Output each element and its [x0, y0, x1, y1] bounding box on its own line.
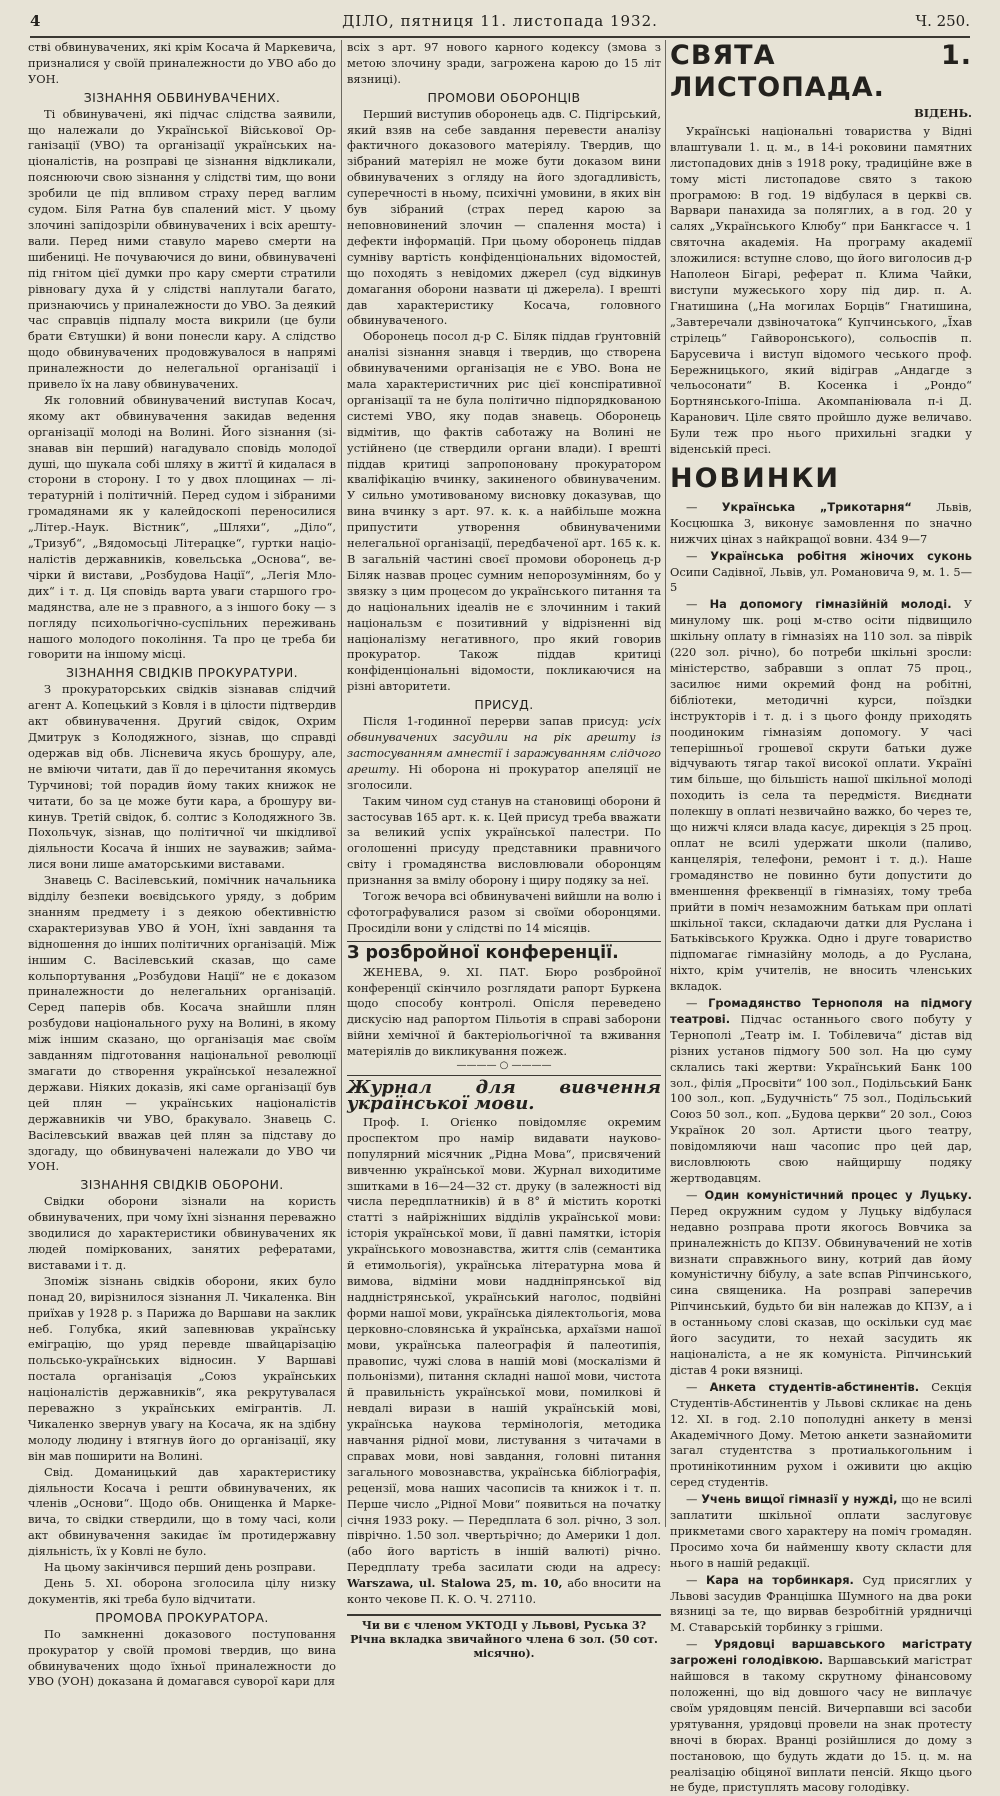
- paragraph: День 5. XI. оборона зголосила цілу низку документів, які треба було відчитати.: [28, 1576, 336, 1606]
- section-heading: ЗІЗНАННЯ СВІДКІВ ОБОРОНИ.: [80, 1177, 284, 1193]
- paragraph: Свід. Доманицький дав характеристику діяльности Косача і решти обвинувачених, як членів „Основи“. Щодо обв. Онищенка й Маркевича, то свідки ствердили, що в тому часі, коли акт обвинувачення закидає їм протидержавну діяльність, їх у Ковлі не було.: [28, 1464, 336, 1559]
- paragraph: Українські національні товариства у Відні влаштували 1. ц. м., в 14-і роковини памятних листопадових днів з 1918 року, традиційне вже в тому місті листопадове свято з такою програмою: В год. 19 відбулася в церкві св. Варвари панахида за поляглих, а в год. 20 у салях „Українського Клюбу“ при Банкгассе ч. 1 святочна академія. На програму академії зложилися: вступне слово, що його виголосив д-р Наполеон Бігарі, реферат п. Клима Чайки, виступи мужеського хору під дир. п. А. Гнатишина („На могилах Борців“ Гнатишина, „Завтеречали дзвіночатока“ Купчинського, „Їхав стрілець“ Гайворонського), сольоспів п. Барусевича і виступ відомого чеського проф. Бережницького, який відіграв „Андагде з чельосонати“ В. Косенка і „Рондо“ Бортнянського-Іпіша. Акомпаніювала п-і Д. Каранович. Ціле свято пройшло дуже величаво. Були теж про нього прихильні згадки у віденській пресі.: [670, 123, 972, 457]
- news-item-title: Анкета студентів-абстинентів.: [709, 1379, 920, 1394]
- news-item-title: Українська робітня жіночих суконь: [710, 548, 972, 563]
- journal-text-end: або вносити на конто чекове П. К. О. Ч. 27110.: [347, 1576, 661, 1607]
- paragraph: По замкненні доказового поступовання прокуратор у своїй промові твердив, що вина обвинувачених щодо їхньої приналежности до УВО (УОН) доказана й домагався суворої кари для: [28, 1626, 336, 1689]
- paragraph: стві обвинувачених, які крім Косача й Маркевича, призналися у своїй приналежности до УВО або до УОН.: [28, 40, 336, 86]
- column-2: [347, 40, 661, 1660]
- membership-notice: Чи ви є членом УКТОДІ у Львові, Руська 3? Річна вкладка звичайного члена 6 зол. (50 сот. місячно).: [347, 1614, 661, 1661]
- paragraph: [347, 714, 661, 794]
- page-header: [30, 12, 970, 38]
- news-item-title: Громадянство Тернополя на підмогу театрові.: [670, 996, 973, 1026]
- divider: ———— ○ ————: [456, 1060, 552, 1072]
- news-item-title: На допомогу гімназійній молоді.: [709, 597, 952, 612]
- paragraph: Як головний обвинувачений виступав Косач, якому акт обвинувачення закидав ведення організації молоді на Волині. Його зізнання (зізнавав він перший) нагадувало сповідь молодої душі, що шукала собі шляху в життї й кидалася в сторони в сторону. І то у двох площинах — літературній і політичній. Перед судом і зібраними громадянами як у калейдоскопі переносилися „Літер.-Наук. Вістник“, „Шляхи“, „Діло“, „Тризуб“, „Вядомосьці Літерацке“, гуртки націоналістів державників, ковельська „Основа“, вечірки й вистави, „Розбудова Нації“, „Легія Млодих“ і т. д. Ця сповідь варта уваги старшого громадянства, але не з правного, а з іншого боку — з погляду психольогічно-суспільних переживань нашого молодого покоління. Та про це треба би говорити на іншому місці.: [28, 392, 336, 662]
- paragraph: [347, 1115, 661, 1608]
- column-1: [28, 40, 336, 1689]
- news-item: — Один комуністичний процес у Луцьку. Перед окружним судом у Луцьку відбулася недавно розправа проти якогось Вовчика за приналежність до КПЗУ. Обвинувачений не хотів визнати справжнього вину, котрий дав йому комуністичну бібулу, а заte вспав Ріпчинського, сина священика. На розправі заперечив Ріпчинський, будьто би він належав до КПЗУ, а і в останньому слові сказав, що оскільки суд має його засудити, то нехай засудить як націоналіста, а не як комуніста. Ріпчинський дістав 4 роки вязниці.: [670, 1187, 972, 1377]
- news-item: — Кара на торбинкаря. Суд присяглих у Львові засудив Францішка Шумного на два роки вязниці за те, що вирвав безробітній урядничці М. Ставарській торбинку з грішми.: [670, 1572, 972, 1635]
- news-item: — Українська робітня жіночих суконь Осипи Садівної, Львів, ул. Романовича 9, м. 1. 5—5: [670, 548, 972, 595]
- dateline: ВІДЕНЬ.: [914, 106, 972, 120]
- column-rule: [341, 40, 342, 1527]
- paragraph: Зпоміж зізнань свідків оборони, яких було понад 20, вирізнилося зізнання Л. Чикаленка. Він приїхав у 1928 р. з Парижа до Варшави на заклик неб. Голубка, який запевнював українську еміграцію, що уряд перевде швайцарізацію польсько-українських відносин. У Варшаві постала організація „Союз українських націоналістів державників“, яка рекрутувалася переважно з українських емігрантів. Л. Чикаленко звернув увагу на Косача, як на здібну молоду людину і втягнув його до організації, яку він мав поширити на Волині.: [28, 1273, 336, 1463]
- verdict-text: усіх обвинувачених засудили на рік арешту із застосуванням амнестії і заражуванням слідчого арешту.: [347, 714, 661, 776]
- news-item: — Урядовці варшавського магістрату загрожені голодівкою. Варшавський магістрат найшовся в такому скрутному фінансовому положенні, що від довшого часу не виплачує своїм урядовцям пенсій. Вичерпавши всі засоби урятування, урядовці провели на знак протесту вночі в бюрах. Вранці розійшлися до дому з постановою, що будуть ждати до 15. ц. м. на реалізацію обіцяної виплати пенсій. Якщо цього не буде, приступлять масову голодівку.: [670, 1637, 972, 1795]
- news-item-text: Осипи Садівної, Львів, ул. Романовича 9, м. 1. 5—5: [670, 564, 972, 595]
- news-item-text: Підчас останнього свого побуту у Тернополі „Театр ім. І. Тобілевича“ дістав від різних установ підмогу 500 зол. На цю суму склались такі жертви: Український Банк 100 зол., філія „Просвіти“ 100 зол., Подільський Банк 100 зол., коп. „Будучність“ 75 зол., Подільський Союз 50 зол., коп. „Будова церкви“ 20 зол., Союз Українок 20 зол. Артисти цього театру, повідомляючи наш часопис про цей дар, висловлюють свою найщиршу подяку жертводавцям.: [670, 1011, 972, 1185]
- paragraph: Ті обвинувачені, які підчас слідства заявили, що належали до Української Військової Організації (УВО) та організації українських націоналістів, на розправі це зізнання відкликали, пояснюючи свою зізнання у слідстві тим, що вони зробили це під впливом страху перед ваглим судом. Біля Ратна був спалений міст. У цьому злочині запідозріли обвинувачених і всіх арештували. Перед ними ставуло марево смерти на шибениці. Не почуваючися до вини, обвинувачені під гнітом цієї думки про кару смерти стратили рівновагу духа й у слідстві наплутали багато, признаючись у приналежности до УВО. За деякий час справців підпалу моста викрили (це були брати Євтушки) й вони понесли кару. А слідство щодо обвинувачених продовжувалося в напрямі приналежности до нелегальної організації і привело їх на лаву обвинувачених.: [28, 106, 336, 392]
- news-item-text: Варшавський магістрат найшовся в такому скрутному фінансовому положенні, що від довшого часу не виплачує своїм урядовцям пенсій. Вичерпавши всі засоби урятування, урядовці провели на знак протесту вночі в бюрах. Вранці розійшлися до дому з постановою, що будуть ждати до 15. ц. м. на реалізацію обіцяної виплати пенсій. Якщо цього не буде, приступлять масову голодівку.: [670, 1653, 972, 1795]
- verdict-tail: Ні оборона ні прокуратор апеляції не зголосили.: [347, 761, 661, 792]
- news-item-text: що не всилі заплатити шкільної оплати заслуговує прикметами свого характеру на поміч громадян. Просимо хоча би найменшу квоту скласти для нього в нашій редакції.: [670, 1492, 972, 1570]
- paragraph: ЖЕНЕВА, 9. XI. ПАТ. Бюро розбройної конференції скінчило розглядати рапорт Буркена щодо способу контролі. Опісля переведено дискусію над рапортом Пільотія в справі заборони війни хемічної й бактеріольогічної та вживання матеріялів до викликування пожеж.: [347, 964, 661, 1059]
- news-item: — Українська „Трикотарня“ Львів, Косцюшка 3, виконує замовлення по значно нижчих цінах з найкращої вовни. 434 9—7: [670, 499, 973, 546]
- page-number: 4: [30, 12, 41, 30]
- article-headline: З розбройної конференції.: [347, 941, 661, 962]
- news-item: — На допомогу гімназійній молоді. У минулому шк. році м-ство осіти підвищило шкільну оплату в гімназіях на 110 зол. за півріk (220 зол. річно), бо потреби шкільні зросли: міністерство, забравши з оплат 75 проц., засилює ними окремий фонд на робітні, бібліотеки, методичні курси, поїздки інструкторів і т. д. і з цього фонду приходять поодиноким гімназіям допомогу. У часі теперішньої грошевої скрути батьки дуже відчувають тягар такої високої оплати. Україні тим більше, що більшість нашої шкільної молоді походить із села та передмістя. Виєднати полекшу в оплаті незвичайно важко, бо через те, що нижчі кляси влада касує, дирекція з 25 проц. оплат не всилі удержати школи (паливо, канцелярія, телефони, ремонт і т. д.). Наше громадянство не повинно бути допустити до вменшення фреквенції в гімназіях, тому треба прийти в поміч незаможним батькам при оплаті шкільної такси, складаючи датки для Руслана і Батьківського Кружка. Одно і друге товариство підпомагає гімназійну молодь, а до Руслана, ніхто, крім учителів, не вносить членських вкладок.: [670, 597, 972, 994]
- news-item: — Анкета студентів-абстинентів. Секція Студентів-Абстинентів у Львові скликає на день 12. XI. в год. 2.10 пополудні анкету в мензі Академічного Дому. Метою анкети зазнайомити загал студентства з протиалькогольним і протинікотинним рухом і оживити цю акцію серед студентів.: [670, 1379, 972, 1490]
- paragraph: З прокураторських свідків зізнавав слідчий агент А. Копецький з Ковля і в цілости підтвердив акт обвинувачення. Другий свідок, Охрим Дмитрук з Колодяжного, зізнав, що справді одержав від обв. Лісневича якусь брошуру, але, не вміючи читати, дав її до перечитання якомусь Турчинові; той порадив йому таких книжок не читати, бо за це може бути кара, а брошуру викинув. Третій свідок, б. солтис з Колодяжного Зв. Похольчук, зізнав, що політичної чи шкідливої діяльности Косача й інших не зауважив; займалися вони лише аматорськими виставами.: [28, 682, 336, 872]
- paragraph: Оборонець посол д-р С. Біляк піддав ґрунтовній аналізі зізнання знавця і твердив, що створена обвинуваченими організація не є УВО. Вона не мала характеристичних рис цієї конспіративної організації та не була політично підпорядкованою системі УВО, яку подав знавець. Оборонець відмітив, що фактів саботажу на Волині не устійнено (це ствердили органи влади). І врешті піддав критиці запропоновану прокуратором кваліфікацію вчинку, закиненого обвинуваченим. У сильно умотивованому висновку доказував, що вина вчинку з арт. 97. к. к. а найбільше можна припустити утворення обвинуваченими нелегальної організації, передбаченої арт. 165 к. к. В загальній частині своєї промови оборонець д-р Біляк назвав процес сумним непорозумінням, бо у звязку з цим процесом до українського питання та до національних ідеалів не є злочинним і такий національзм є позитивний у відрізненні від націоналізму негативного, про який говорив прокуратор. Також піддав критиці конфіденціональні відомости, покликаючися на різні авторитети.: [347, 329, 661, 694]
- section-heading: ЗІЗНАННЯ СВІДКІВ ПРОКУРАТУРИ.: [65, 665, 299, 681]
- news-item-text: Секція Студентів-Абстинентів у Львові скликає на день 12. XI. в год. 2.10 пополудні анкету в мензі Академічного Дому. Метою анкети зазнайомити загал студентства з протиалькогольним і протинікотинним рухом і оживити цю акцію серед студентів.: [670, 1379, 972, 1490]
- section-heading: ПРИСУД.: [474, 697, 534, 713]
- news-item-title: Один комуністичний процес у Луцьку.: [704, 1187, 972, 1202]
- issue-number: Ч. 250.: [915, 12, 970, 30]
- news-item-text: Суд присяглих у Львові засудив Францішка Шумного на два роки вязниці за те, що вирвав безробітній урядничці М. Ставарській торбинку з грішми.: [670, 1572, 972, 1635]
- journal-text: Проф. І. Огієнко повідомляє окремим проспектом про намір видавати науково-популярний місячник „Рідна Мова“, присвячений вивченню української мови. Журнал виходитиме зшитками в 16—24—32 ст. друку (в залежності від числа передплатників) й в 8° й містить короткі статті з найріжніших відділів української мови: історія української мови, її давні памятки, історія українського мовознавства, життя слів (семантика й етимольогія), українська літературна мова й вимова, відміни мови наддніпрянської від наддністрянської, український наголос, подвійні форми нашої мови, українська діялектольогія, мова церковно-словянська й українська, архаїзми нашої мови, українська палеографія й палеотипія, правопис, чужі слова в нашій мові (москалізми й польонізми), питання складні нашої мови, чистота й правильність української мови, помилкові й невдалі вирази в нашій українській мові, українська наукова термінологія, методика навчання рідної мови, листування з читачами в справах мови, нові завдання, головні питання загального мовознавства, українська бібліографія, рецензії, мова наших часописів та книжок і т. п. Перше число „Рідної Мови“ появиться на початку січня 1933 року. — Передплата 6 зол. річно, 3 зол. піврічно. 1.50 зол. чвертьрічно; до Америки 1 дол. (або його вартість в іншій валюті) річно. Передплату треба засилати сюди на адресу:: [347, 1114, 661, 1575]
- paragraph: Таким чином суд станув на становищі оборони й застосував 165 арт. к. к. Цей присуд треба вважати за великий успіх української палестри. По оголошенні присуду представники правничого світу і громадянства висловлювали оборонцям признання за вмілу оборону і щиру подяку за неї.: [347, 793, 661, 888]
- masthead: ДІЛО, пятниця 11. листопада 1932.: [342, 12, 658, 30]
- column-3: [670, 40, 973, 1795]
- news-item: — Учень вищої гімназії у нужді, що не всилі заплатити шкільної оплати заслуговує прикметами свого характеру на поміч громадян. Просимо хоча би найменшу квоту скласти для нього в нашій редакції.: [670, 1492, 972, 1570]
- paragraph: Свідки оборони зізнали на користь обвинувачених, при чому їхні зізнання переважно зводилися до характеристики обвинувачених як людей поміркованих, занятих рефератами, виставами і т. д.: [28, 1194, 336, 1272]
- paragraph: Перший виступив оборонець адв. С. Підгірський, який взяв на себе завдання перевести аналізу фактичного доказового матеріялу. Твердив, що зібраний матеріял не може бути доказом вини обвинувачених з огляду на його здогадливість, суперечності в ньому, психічні умовини, в яких він був зібраний (страх перед карою за неповновинений злочин — спалення моста) і дефекти інформацій. При цьому оборонець піддав сумніву вартість конфіденціональних відомостей, що походять з невідомих джерел (суд відкинув домагання оборони назвати ці джерела). І врешті дав характеристику Косача, головного обвинуваченого.: [347, 106, 661, 328]
- news-item-text: Львів, Косцюшка 3, виконує замовлення по значно нижчих цінах з найкращої вовни. 434 9—7: [670, 499, 973, 546]
- section-heading: ПРОМОВА ПРОКУРАТОРА.: [95, 1609, 269, 1625]
- news-item-title: Урядовці варшавського магістрату загрожені голодівкою.: [670, 1637, 972, 1668]
- section-title: НОВИНКИ: [670, 462, 840, 494]
- paragraph: всіх з арт. 97 нового карного кодексу (змова з метою злочину зради, загрожена карою до 15 літ вязниці).: [347, 40, 661, 86]
- news-item-title: Українська „Трикотарня“: [721, 499, 912, 514]
- news-item-text: Перед окружним судом у Луцьку відбулася недавно розправа проти якогось Вовчика за приналежність до КПЗУ. Обвинувачений не хотів визнати справжнього вину, котрий дав йому комуністичну бібулу, а заte вспав Ріпчинського, сина священика. На розправі заперечив Ріпчинський, будьто би він належав до КПЗУ, а і в останньому слові сказав, що оскільки суд має його засудити, то нехай засудить як націоналіста, а не як комуніста. Ріпчинський дістав 4 роки вязниці.: [670, 1203, 972, 1377]
- column-rule: [665, 40, 666, 1527]
- verdict-lead: Після 1-годинної перерви запав присуд:: [363, 714, 629, 729]
- news-item-title: Кара на торбинкаря.: [705, 1572, 854, 1587]
- news-item-title: Учень вищої гімназії у нужді,: [701, 1492, 898, 1507]
- paragraph: Тогож вечора всі обвинувачені вийшли на волю і сфотографувалися разом зі своїми оборонцями. Просиділи вони у слідстві по 14 місяців.: [347, 889, 661, 935]
- article-headline: СВЯТА 1. ЛИСТОПАДА.: [670, 40, 972, 103]
- news-item: — Громадянство Тернополя на підмогу театрові. Підчас останнього свого побуту у Тернополі „Театр ім. І. Тобілевича“ дістав від різних установ підмогу 500 зол. На цю суму склались такі жертви: Український Банк 100 зол., філія „Просвіти“ 100 зол., Подільський Банк 100 зол., коп. „Будучність“ 75 зол., Подільський Союз 50 зол., коп. „Будова церкви“ 20 зол., Союз Українок 20 зол. Артисти цього театру, повідомляючи наш часопис про цей дар, висловлюють свою найщиршу подяку жертводавцям.: [670, 996, 973, 1185]
- news-list: [670, 500, 972, 1796]
- paragraph: На цьому закінчився перший день розправи.: [44, 1560, 316, 1575]
- section-heading: ЗІЗНАННЯ ОБВИНУВАЧЕНИХ.: [83, 89, 281, 105]
- news-item-text: У минулому шк. році м-ство осіти підвищило шкільну оплату в гімназіях на 110 зол. за півріk (220 зол. річно), бо потреби шкільні зросли: міністерство, забравши з оплат 75 проц., засилює ними окремий фонд на робітні, бібліотеки, методичні курси, поїздки інструкторів і т. д. і з цього фонду приходять поодиноким гімназіям допомогу. У часі теперішньої грошевої скрути батьки дуже відчувають тягар такої високої оплати. Україні тим більше, що більшість нашої шкільної молоді походить із села та передмістя. Виєднати полекшу в оплаті незвичайно важко, бо через те, що нижчі кляси влада касує, дирекція з 25 проц. оплат не всилі удержати школи (паливо, канцелярія, телефони, ремонт і т. д.). Наше громадянство не повинно бути допустити до вменшення фреквенції в гімназіях, тому треба прийти в поміч незаможним батькам при оплаті шкільної такси, складаючи датки для Руслана і Батьківського Кружка. Одно і друге товариство підпомагає гімназійну молодь, а до Руслана, ніхто, крім учителів, не вносить членських вкладок.: [670, 597, 972, 994]
- journal-address: Warszawa, ul. Stalowa 25, m. 10,: [347, 1576, 563, 1591]
- section-heading: ПРОМОВИ ОБОРОНЦІВ: [427, 89, 581, 105]
- article-headline: Журнал для вивчення української мови.: [347, 1077, 661, 1114]
- paragraph: Знавець С. Васілевський, помічник начальника відділу безпеки воєвідського уряду, з добрим знанням предмету і з деякою обективністю схарактеризував УВО й УОН, їхні завдання та відношення до інших політичних організацій. Між іншим С. Васілевський сказав, що саме кольпортування „Розбудови Нації“ не є доказом приналежности до нелегальних організацій. Серед паперів обв. Косача знайшли плян розбудови національного руху на Волині, в якому між іншим сказано, що організація має своїм завданням підготовання національної революції змагати до створення української незалежної держави. Ніяких доказів, які саме організації був цей плян — українських націоналістів державників чи УВО, бракувало. Знавець С. Васілевський вважав цей плян за підставу до здогаду, що обвинувачені належали до УВО чи УОН.: [28, 873, 336, 1174]
